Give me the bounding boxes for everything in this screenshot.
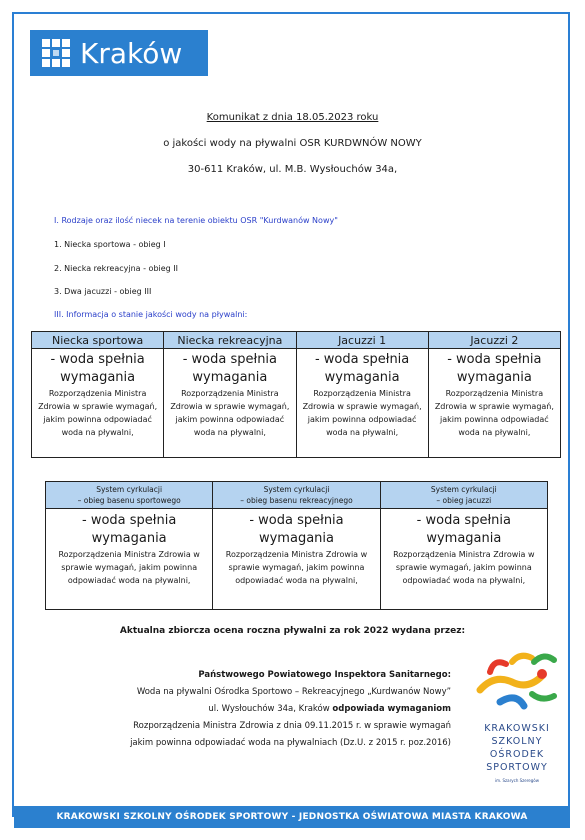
column-header: Niecka rekreacyjna bbox=[164, 332, 296, 349]
krakow-emblem-icon bbox=[40, 37, 72, 69]
kso-line: SPORTOWY bbox=[486, 762, 548, 773]
status-text: - woda spełnia wymagania bbox=[249, 513, 344, 546]
pool-quality-table bbox=[31, 331, 561, 458]
header-line: System cyrkulacji bbox=[263, 485, 330, 494]
quality-cell bbox=[164, 349, 296, 458]
krakow-logo bbox=[30, 30, 208, 76]
quality-cell bbox=[428, 349, 560, 458]
pool-item: 3. Dwa jacuzzi - obieg III bbox=[54, 287, 152, 296]
announcement-subject: o jakości wody na pływalni OSR KURDWNÓW NOWY bbox=[163, 138, 422, 149]
section1-title: I. Rodzaje oraz ilość niecek na terenie obiektu OSR "Kurdwanów Nowy" bbox=[54, 216, 338, 225]
quality-cell bbox=[46, 509, 213, 610]
header-line: System cyrkulacji bbox=[96, 485, 163, 494]
header-line: – obieg basenu sportowego bbox=[77, 496, 181, 505]
regulation-text: Rozporządzenia Ministra Zdrowia w sprawie wymagań, jakim powinna odpowiadać woda na pływalni, bbox=[393, 550, 535, 585]
logo-text: Kraków bbox=[80, 36, 183, 70]
address-text: ul. Wysłouchów 34a, Kraków bbox=[208, 704, 333, 714]
circulation-table bbox=[45, 481, 548, 610]
kso-line: OŚRODEK bbox=[489, 749, 545, 760]
column-header bbox=[380, 482, 547, 509]
pool-item: 2. Niecka rekreacyjna - obieg II bbox=[54, 264, 179, 273]
header-line: – obieg jacuzzi bbox=[436, 496, 492, 505]
column-header bbox=[46, 482, 213, 509]
quality-cell bbox=[380, 509, 547, 610]
quality-cell bbox=[296, 349, 428, 458]
regulation-text: Rozporządzenia Ministra Zdrowia w sprawie wymagań, jakim powinna odpowiadać woda na pływalni, bbox=[434, 389, 554, 437]
inspector-line: jakim powinna odpowiadać woda na pływalniach (Dz.U. z 2015 r. poz.2016) bbox=[130, 738, 451, 748]
announcement-date: Komunikat z dnia 18.05.2023 roku bbox=[206, 112, 379, 123]
kso-line: SZKOLNY bbox=[491, 736, 543, 747]
kso-runner-logo-icon bbox=[472, 650, 562, 720]
header-line: – obieg basenu rekreacyjnego bbox=[240, 496, 353, 505]
status-text: - woda spełnia wymagania bbox=[447, 352, 542, 385]
section3-title: III. Informacja o stanie jakości wody na pływalni: bbox=[54, 310, 248, 319]
status-text: - woda spełnia wymagania bbox=[182, 352, 278, 385]
column-header: Jacuzzi 1 bbox=[296, 332, 428, 349]
inspector-line: Woda na pływalni Ośrodka Sportowo – Rekreacyjnego „Kurdwanów Nowy” bbox=[136, 687, 451, 697]
quality-cell bbox=[32, 349, 164, 458]
status-text: - woda spełnia wymagania bbox=[82, 513, 177, 546]
regulation-text: Rozporządzenia Ministra Zdrowia w sprawie wymagań, jakim powinna odpowiadać woda na pływalni, bbox=[225, 550, 368, 585]
column-header bbox=[213, 482, 380, 509]
column-header: Jacuzzi 2 bbox=[428, 332, 560, 349]
announcement-address: 30-611 Kraków, ul. M.B. Wysłouchów 34a, bbox=[187, 164, 398, 175]
regulation-text: Rozporządzenia Ministra Zdrowia w sprawie wymagań, jakim powinna odpowiadać woda na pływalni, bbox=[302, 389, 422, 437]
kso-small-text: im. Szarych Szeregów bbox=[494, 778, 540, 783]
kso-line: KRAKOWSKI bbox=[484, 723, 550, 734]
regulation-text: Rozporządzenia Ministra Zdrowia w sprawie wymagań, jakim powinna odpowiadać woda na pływalni, bbox=[170, 389, 290, 437]
status-text: - woda spełnia wymagania bbox=[314, 352, 410, 385]
inspector-title: Państwowego Powiatowego Inspektora Sanitarnego: bbox=[198, 670, 451, 680]
footer-banner: KRAKOWSKI SZKOLNY OŚRODEK SPORTOWY - JEDNOSTKA OŚWIATOWA MIASTA KRAKOWA bbox=[14, 806, 570, 828]
pool-item: 1. Niecka sportowa - obieg I bbox=[54, 240, 166, 249]
status-text: - woda spełnia wymagania bbox=[416, 513, 511, 546]
regulation-text: Rozporządzenia Ministra Zdrowia w sprawie wymagań, jakim powinna odpowiadać woda na pływalni, bbox=[38, 389, 158, 437]
compliance-text: odpowiada wymaganiom bbox=[332, 704, 451, 714]
inspector-line bbox=[208, 704, 451, 714]
header-line: System cyrkulacji bbox=[430, 485, 497, 494]
regulation-text: Rozporządzenia Ministra Zdrowia w sprawie wymagań, jakim powinna odpowiadać woda na pływalni, bbox=[58, 550, 200, 585]
status-text: - woda spełnia wymagania bbox=[50, 352, 145, 385]
quality-cell bbox=[213, 509, 380, 610]
annual-assessment-heading: Aktualna zbiorcza ocena roczna pływalni za rok 2022 wydana przez: bbox=[119, 626, 466, 636]
column-header: Niecka sportowa bbox=[32, 332, 164, 349]
inspector-line: Rozporządzenia Ministra Zdrowia z dnia 09.11.2015 r. w sprawie wymagań bbox=[133, 721, 451, 731]
kso-logo-text bbox=[472, 722, 562, 787]
